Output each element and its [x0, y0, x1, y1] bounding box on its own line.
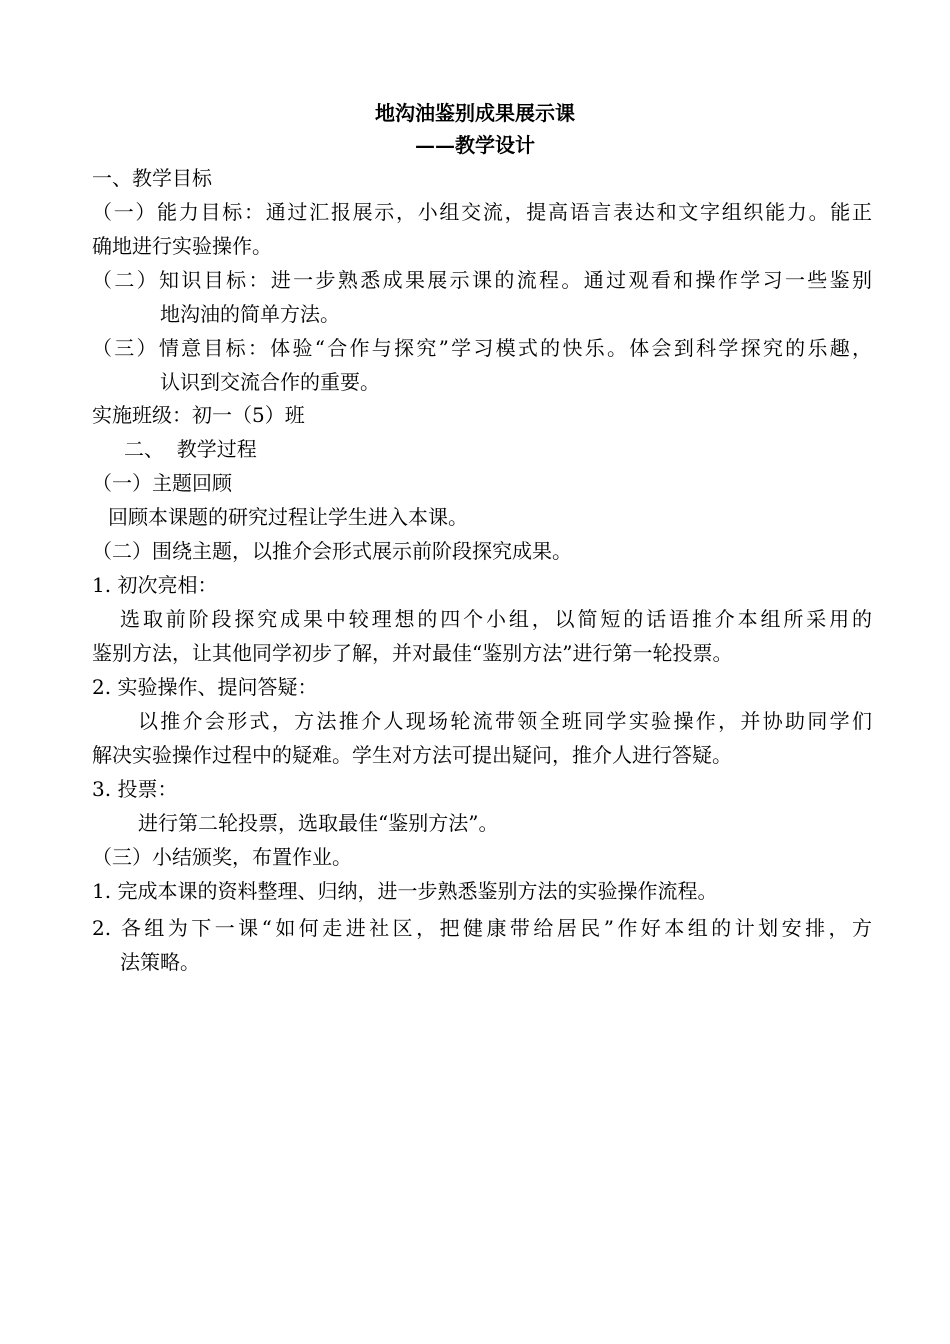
goal-emotion-line1: （三）情意目标：体验“合作与探究”学习模式的快乐。体会到科学探究的乐趣， [92, 336, 872, 360]
document-subtitle: ——教学设计 [415, 133, 535, 157]
homework-item1: 1. 完成本课的资料整理、归纳，进一步熟悉鉴别方法的实验操作流程。 [92, 879, 718, 903]
goal-ability-line1: （一）能力目标：通过汇报展示，小组交流，提高语言表达和文字组织能力。能正 [92, 200, 872, 224]
section-heading-goals: 一、教学目标 [92, 166, 212, 190]
item3-title: 3. 投票： [92, 777, 178, 801]
goal-emotion-line2: 认识到交流合作的重要。 [160, 370, 380, 394]
process-part1-heading: （一）主题回顾 [92, 471, 232, 495]
process-part1-text: 回顾本课题的研究过程让学生进入本课。 [108, 505, 468, 529]
item2-title: 2. 实验操作、提问答疑： [92, 675, 318, 699]
item3-text: 进行第二轮投票，选取最佳“鉴别方法”。 [138, 811, 499, 835]
item1-line2: 鉴别方法，让其他同学初步了解，并对最佳“鉴别方法”进行第一轮投票。 [92, 641, 733, 665]
section-heading-process: 二、 教学过程 [124, 437, 257, 461]
goal-knowledge-line2: 地沟油的简单方法。 [160, 302, 340, 326]
homework-item2-line1: 2. 各组为下一课“如何走进社区，把健康带给居民”作好本组的计划安排，方 [92, 916, 872, 940]
process-part3-heading: （三）小结颁奖，布置作业。 [92, 845, 352, 869]
item1-title: 1. 初次亮相： [92, 573, 218, 597]
process-part2-heading: （二）围绕主题，以推介会形式展示前阶段探究成果。 [92, 539, 572, 563]
homework-item2-line2: 法策略。 [120, 950, 200, 974]
item1-line1: 选取前阶段探究成果中较理想的四个小组，以简短的话语推介本组所采用的 [120, 607, 872, 631]
goal-ability-line2: 确地进行实验操作。 [92, 234, 272, 258]
goal-knowledge-line1: （二）知识目标：进一步熟悉成果展示课的流程。通过观看和操作学习一些鉴别 [92, 268, 872, 292]
item2-line1: 以推介会形式，方法推介人现场轮流带领全班同学实验操作，并协助同学们 [138, 709, 872, 733]
document-title: 地沟油鉴别成果展示课 [375, 101, 575, 125]
class-info: 实施班级：初一（5）班 [92, 403, 305, 427]
item2-line2: 解决实验操作过程中的疑难。学生对方法可提出疑问，推介人进行答疑。 [92, 743, 732, 767]
